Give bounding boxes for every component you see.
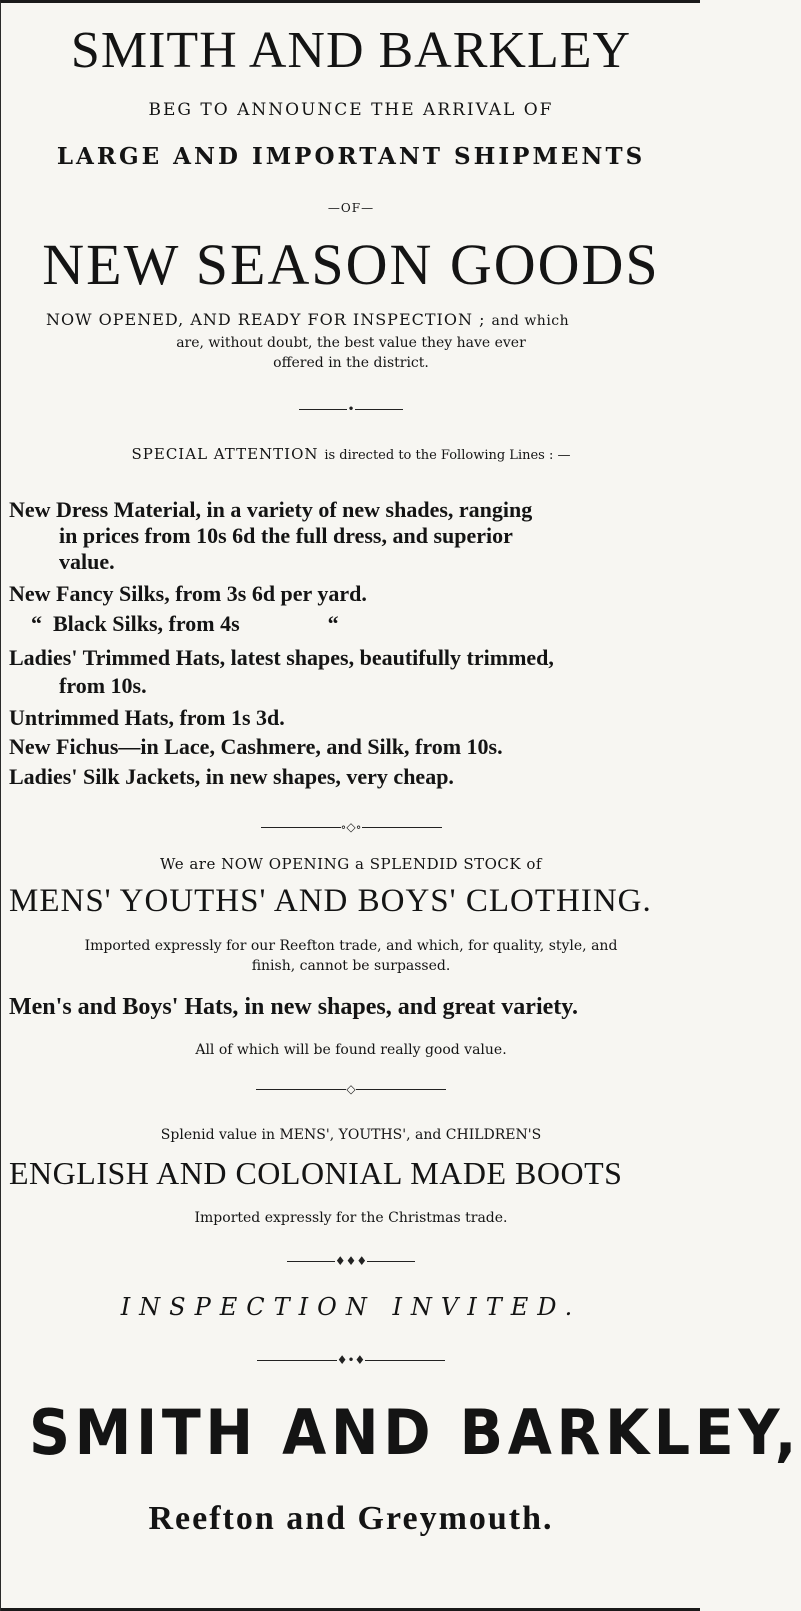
item-trimmed-hats-1: Ladies' Trimmed Hats, latest shapes, beautifully trimmed, [9, 645, 554, 670]
black-silks-text: Black Silks, from 4s [53, 611, 240, 636]
item-silk-jackets: Ladies' Silk Jackets, in new shapes, very cheap. [9, 764, 454, 789]
item-black-silks [31, 611, 339, 637]
footer-firm-name: SMITH AND BARKLEY, [29, 1396, 801, 1469]
special-tail: is directed to the Following Lines : — [324, 448, 571, 463]
announce-line: BEG TO ANNOUNCE THE ARRIVAL OF [148, 100, 554, 120]
special-lead: SPECIAL ATTENTION [131, 445, 319, 463]
mens-boys-hats: Men's and Boys' Hats, in new shapes, and great variety. [9, 994, 578, 1020]
inspection-invited: INSPECTION INVITED. [120, 1293, 582, 1321]
ornament-mark: ♦♦♦ [334, 1254, 368, 1268]
clothing-opening-line: We are NOW OPENING a SPLENDID STOCK of [160, 855, 542, 873]
value-line-2: offered in the district. [273, 355, 429, 371]
ditto-mark: “ [31, 611, 42, 636]
clothing-heading: MENS' YOUTHS' AND BOYS' CLOTHING. [9, 883, 652, 919]
item-fichus: New Fichus—in Lace, Cashmere, and Silk, from 10s. [9, 734, 503, 759]
boots-imported: Imported expressly for the Christmas trade. [194, 1210, 508, 1226]
opened-text: NOW OPENED, AND READY FOR INSPECTION ; [46, 310, 486, 329]
ornament-mark: ∘◇∘ [340, 820, 362, 834]
ornament-mark: ♦•♦ [336, 1353, 366, 1367]
ornament-mark: • [347, 402, 355, 416]
item-fancy-silks: New Fancy Silks, from 3s 6d per yard. [9, 581, 367, 606]
header-firm-name: SMITH AND BARKLEY [70, 22, 632, 79]
item-dress-material-2: in prices from 10s 6d the full dress, and superior [59, 523, 513, 548]
goods-heading: NEW SEASON GOODS [42, 232, 660, 297]
footer-locations: Reefton and Greymouth. [148, 1500, 554, 1537]
boots-heading: ENGLISH AND COLONIAL MADE BOOTS [9, 1155, 623, 1191]
value-line-1: are, without doubt, the best value they have ever [176, 335, 526, 351]
item-dress-material-1: New Dress Material, in a variety of new shades, ranging [9, 497, 533, 522]
special-attention-line [1, 445, 701, 463]
ornament-mark: ◇ [346, 1082, 356, 1096]
item-trimmed-hats-2: from 10s. [59, 673, 147, 698]
boots-intro: Splenid value in MENS', YOUTHS', and CHILDREN'S [160, 1127, 542, 1143]
clothing-imported-2: finish, cannot be surpassed. [251, 958, 451, 974]
item-dress-material-3: value. [59, 549, 115, 574]
opened-tail: and which [491, 313, 570, 329]
of-line: —OF— [327, 201, 375, 215]
ditto-mark-2: “ [327, 611, 339, 636]
shipments-line: LARGE AND IMPORTANT SHIPMENTS [56, 143, 646, 170]
ornament-divider-1 [1, 402, 701, 416]
ornament-divider-3 [1, 1082, 701, 1096]
clothing-imported-1: Imported expressly for our Reefton trade, and which, for quality, style, and [84, 938, 618, 954]
item-untrimmed-hats: Untrimmed Hats, from 1s 3d. [9, 705, 285, 730]
ornament-divider-5 [1, 1353, 701, 1367]
opened-line [46, 310, 569, 329]
ornament-divider-2 [1, 820, 701, 834]
ornament-divider-4 [1, 1254, 701, 1268]
good-value-line: All of which will be found really good value. [195, 1042, 507, 1058]
